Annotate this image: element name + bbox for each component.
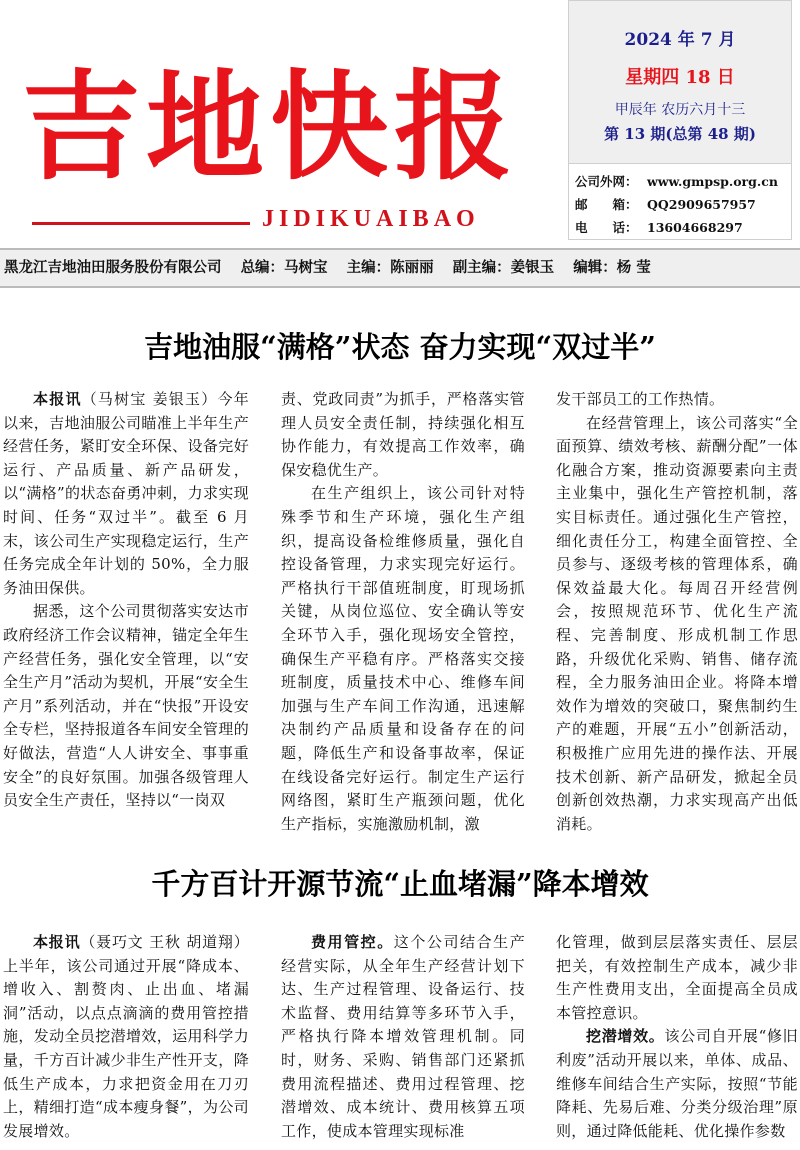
issue-number: 第 13 期(总第 48 期) [604, 125, 756, 143]
article2-paragraph: 化管理，做到层层落实责任、层层把关，有效控制生产成本，减少非生产性费用支出，全面提高全员成本管控意识。 [556, 933, 798, 1022]
editor: 编辑：杨 莹 [573, 259, 651, 276]
section-heading-tap-potential: 挖潜增效。 [586, 1027, 665, 1046]
website-link[interactable]: www.gmpsp.org.cn [647, 174, 778, 189]
article1-intro-text: （马树宝 姜银玉）今年以来，吉地油服公司瞄准上半年生产经营任务，紧盯安全环保、设备完好运行、产品质量、新产品研发，以“满格”的状态奋勇冲刺，力求实现时间、任务“双过半”。截至 6 月末，该公司生产实现稳定运行，生产任务完成全年计划的 50%，全力服务油田保供。 [3, 390, 249, 597]
article2-paragraph [3, 931, 249, 1143]
website-label: 公司外网： [575, 174, 638, 189]
article2-column-2 [281, 931, 525, 1143]
article1-paragraph: 据悉，这个公司贯彻落实安达市政府经济工作会议精神，锚定全年生产经营任务，强化安全管理，以“安全生产月”活动为契机，开展“安全生产月”系列活动，并在“快报”开设安全专栏，坚持报道各车间安全管理的好做法，营造“人人讲安全、事事重安全”的良好氛围。加强各级管理人员安全生产责任，坚持以“一岗双 [3, 602, 249, 810]
deputy-editor: 副主编：姜银玉 [452, 259, 555, 276]
article2-tap-potential-text: 该公司自开展“修旧利废”活动开展以来，单体、成品、维修车间结合生产实际，按照“节能降耗、先易后难、分类分级治理”原则，通过降低能耗、优化操作参数 [556, 1027, 798, 1140]
phone-label: 电 话： [575, 220, 638, 235]
issue-weekday: 星期四 18 日 [625, 67, 735, 88]
editorial-info-bar [0, 248, 800, 288]
contact-website-row [575, 172, 778, 190]
article2-headline: 千方百计开源节流“止血堵漏”降本增效 [151, 867, 649, 901]
date-box [568, 0, 792, 164]
email-label: 邮 箱： [575, 197, 638, 212]
article2-cost-control-text: 这个公司结合生产经营实际，从全年生产经营计划下达、生产过程管理、设备运行、技术监督、费用结算等多环节入手，严格执行降本增效管理机制。同时，财务、采购、销售部门还紧抓费用流程描述、费用过程管理、挖潜增效、成本统计、费用核算五项工作，使成本管理实现标准 [281, 933, 525, 1140]
company-name: 黑龙江吉地油田服务股份有限公司 [4, 259, 222, 276]
editor-in-charge: 主编：陈丽丽 [346, 259, 434, 276]
phone-value: 13604668297 [647, 220, 743, 235]
masthead-title: 吉地快报 [22, 57, 519, 196]
article1-headline: 吉地油服“满格”状态 奋力实现“双过半” [144, 330, 656, 364]
masthead-pinyin: JIDIKUAIBAO [262, 206, 480, 232]
masthead-divider [32, 222, 250, 225]
issue-date: 2024 年 7 月 [624, 30, 736, 50]
article1-column-1 [3, 388, 249, 813]
chief-editor: 总编：马树宝 [240, 259, 328, 276]
article1-column-2 [281, 388, 525, 836]
article1-paragraph: 在生产组织上，该公司针对特殊季节和生产环境，强化生产组织，提高设备检维修质量，强化自控设备管理，力求实现完好运行。严格执行干部值班制度，盯现场抓关键，从岗位巡位、安全确认等安全环节入手，强化现场安全管控，确保生产平稳有序。严格落实交接班制度，质量技术中心、维修车间加强与生产车间工作沟通，迅速解决制约产品质量和设备存在的问题，降低生产和设备事故率，保证在线设备完好运行。制定生产运行网络图，紧盯生产瓶颈问题，优化生产指标，实施激励机制，激 [281, 484, 525, 833]
article2-paragraph [556, 1025, 798, 1143]
article2-column-3 [556, 931, 798, 1143]
section-heading-cost-control: 费用管控。 [311, 933, 394, 951]
article2-column-1 [3, 931, 249, 1143]
article1-paragraph: 责、党政同责”为抓手，严格落实管理人员安全责任制，持续强化相互协作能力，有效提高工作效率，确保安稳优生产。 [281, 390, 525, 479]
article1-paragraph: 发干部员工的工作热情。 [556, 390, 725, 408]
lunar-date: 甲辰年 农历六月十三 [614, 102, 746, 118]
article1-lead: 本报讯 [33, 390, 82, 408]
email-value: QQ2909657957 [647, 197, 756, 212]
contact-email-row [575, 195, 756, 213]
article1-paragraph [3, 388, 249, 600]
article2-lead: 本报讯 [33, 933, 81, 951]
article2-intro-text: （聂巧文 王秋 胡道翔）上半年，该公司通过开展“降成本、增收入、割赘肉、止出血、堵漏洞”活动，以点点滴滴的费用管控措施，发动全员挖潜增效，运用科学力量，千方百计减少非生产性开支，降低生产成本，力求把资金用在刀刃上，精细打造“成本瘦身餐”，为公司发展增效。 [3, 933, 249, 1140]
article1-paragraph: 在经营管理上，该公司落实“全面预算、绩效考核、薪酬分配”一体化融合方案，推动资源要素向主责主业集中，强化生产管控机制，落实目标责任。通过强化生产管控，细化责任分工，构建全面管控、全员参与、逐级考核的管理体系，确保效益最大化。每周召开经营例会，按照规范环节、优化生产流程、完善制度、形成机制工作思路，升级优化采购、销售、储存流程，全力服务油田企业。将降本增效作为增效的突破口，聚焦制约生产的难题，开展“五小”创新活动，积极推广应用先进的操作法、开展技术创新、新产品研发，掀起全员创新创效热潮，力求实现高产出低消耗。 [556, 413, 798, 833]
article2-paragraph [281, 931, 525, 1143]
contact-box [568, 164, 792, 240]
contact-phone-row [575, 218, 743, 236]
article1-column-3 [556, 388, 798, 836]
